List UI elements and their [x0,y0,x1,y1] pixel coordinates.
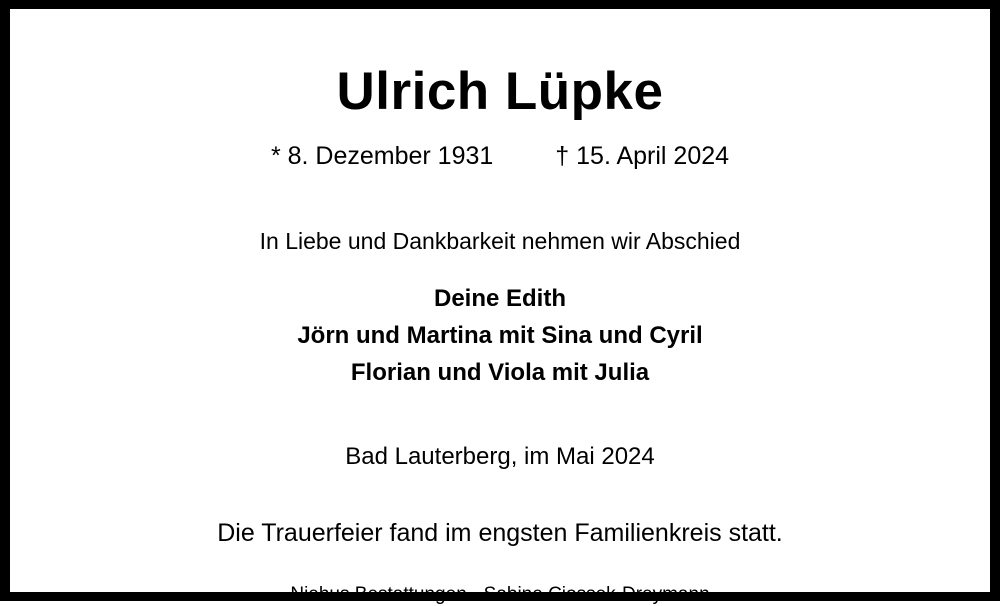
birth-date: * 8. Dezember 1931 [270,141,494,170]
family-member-line: Florian und Viola mit Julia [350,359,650,387]
family-list [10,280,990,392]
death-date: † 15. April 2024 [555,141,730,170]
deceased-name: Ulrich Lüpke [336,62,664,121]
family-member-line: Jörn und Martina mit Sina und Cyril [297,321,703,349]
funeral-home: Niehus Bestattungen - Sabine Ciossek-Dreymann [290,584,710,606]
notice-content [10,9,990,606]
life-dates [10,142,990,171]
place-and-date: Bad Lauterberg, im Mai 2024 [345,443,655,471]
ceremony-note: Die Trauerfeier fand im engsten Familienkreis statt. [217,519,783,548]
family-member-line: Deine Edith [433,284,566,312]
tribute-line: In Liebe und Dankbarkeit nehmen wir Abschied [259,227,741,254]
